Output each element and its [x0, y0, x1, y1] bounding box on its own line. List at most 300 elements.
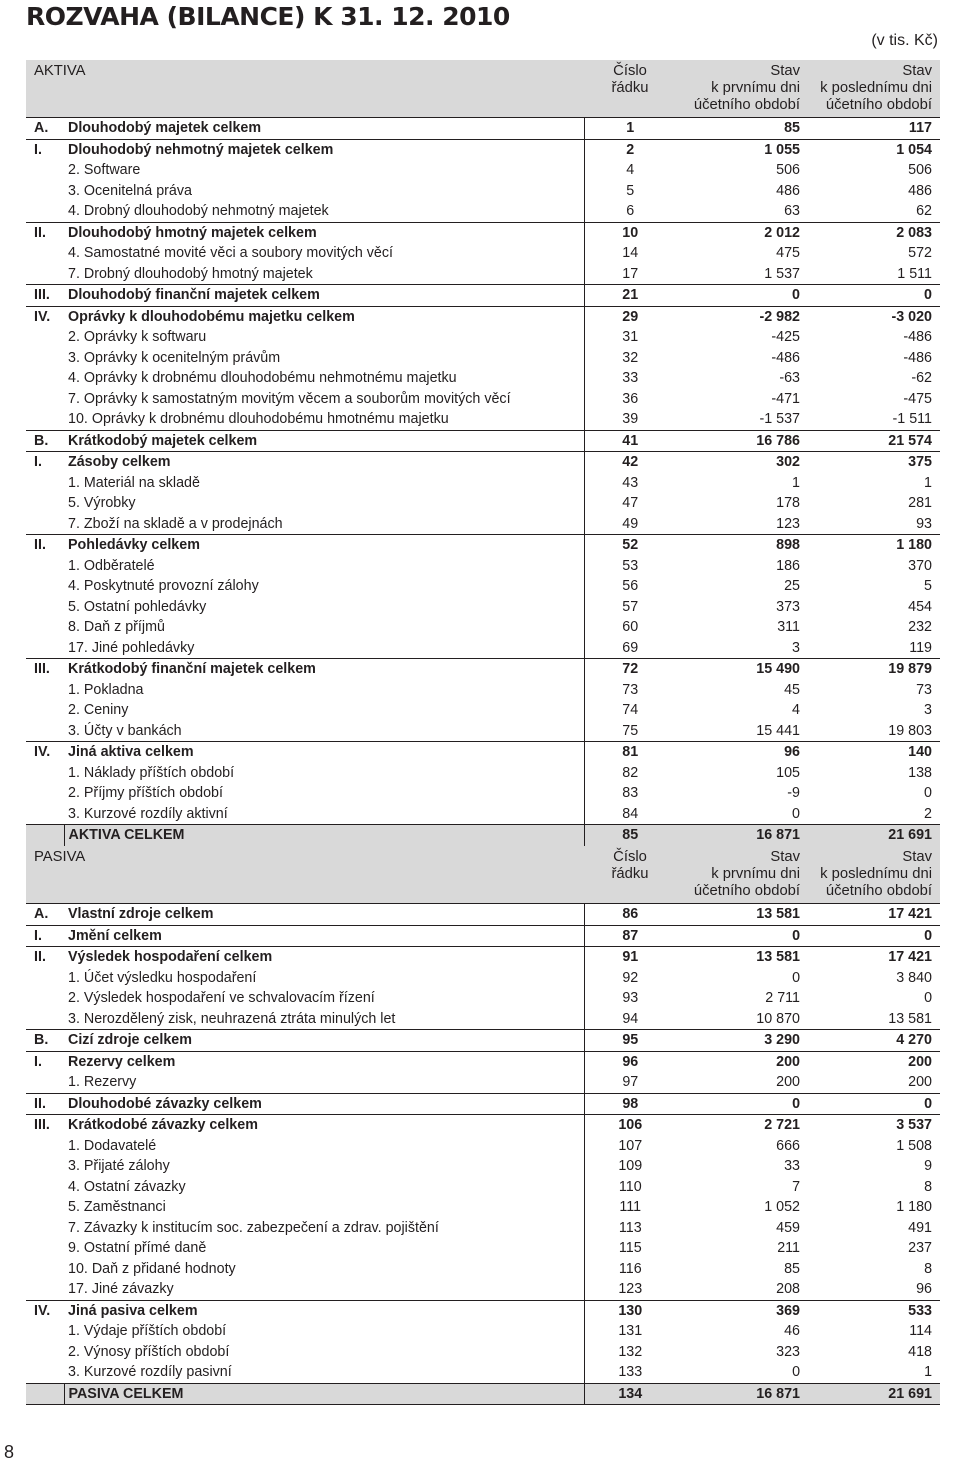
table-row — [26, 700, 940, 721]
cell-name: 1. Pokladna — [68, 681, 144, 698]
cell-row: 110 — [584, 1177, 676, 1198]
cell-code — [26, 1321, 64, 1342]
cell-name: 2. Oprávky k softwaru — [68, 329, 207, 346]
table-row — [26, 389, 940, 410]
aktiva-header-last-day: Stav k poslednímu dni účetního období — [804, 60, 940, 118]
cell-code — [26, 1177, 64, 1198]
table-row — [26, 1300, 940, 1321]
cell-last: 96 — [916, 1281, 933, 1298]
cell-code — [26, 700, 64, 721]
cell-last: 2 083 — [804, 222, 940, 243]
cell-code — [26, 1342, 64, 1363]
cell-code: II. — [26, 535, 64, 556]
table-row — [26, 1197, 940, 1218]
cell-last: 19 879 — [804, 659, 940, 680]
cell-code — [26, 1383, 64, 1405]
cell-first: 200 — [676, 1051, 804, 1072]
total-cell-last: 21 691 — [804, 825, 940, 847]
cell-row: 96 — [584, 1051, 676, 1072]
cell-row: 4 — [584, 160, 676, 181]
table-row — [26, 1279, 940, 1300]
cell-code — [26, 680, 64, 701]
cell-code: A. — [26, 904, 64, 926]
cell-last: 3 537 — [804, 1115, 940, 1136]
cell-row: 123 — [584, 1279, 676, 1300]
table-row — [26, 264, 940, 285]
cell-row: 17 — [584, 264, 676, 285]
cell-row: 98 — [584, 1093, 676, 1115]
cell-last: 17 421 — [804, 904, 940, 926]
cell-row: 43 — [584, 473, 676, 494]
cell-name: 7. Drobný dlouhodobý hmotný majetek — [68, 265, 313, 282]
cell-last: 418 — [908, 1343, 933, 1360]
cell-last: 1 — [924, 1364, 933, 1381]
cell-code — [26, 783, 64, 804]
cell-last: 0 — [804, 285, 940, 307]
cell-code: II. — [26, 1093, 64, 1115]
cell-row: 106 — [584, 1115, 676, 1136]
cell-first: 10 870 — [756, 1010, 801, 1027]
cell-first: 459 — [776, 1219, 801, 1236]
cell-name: 10. Oprávky k drobnému dlouhodobému hmotnému majetku — [68, 411, 449, 428]
table-row — [26, 139, 940, 160]
cell-row: 115 — [584, 1238, 676, 1259]
cell-name: 4. Drobný dlouhodobý nehmotný majetek — [68, 203, 329, 220]
cell-last: 62 — [916, 203, 932, 220]
cell-last: 281 — [908, 495, 932, 512]
cell-name: 2. Výsledek hospodaření ve schvalovacím řízení — [68, 990, 375, 1007]
cell-last: 1 054 — [804, 139, 940, 160]
table-row — [26, 368, 940, 389]
cell-last: 0 — [924, 990, 933, 1007]
table-row — [26, 473, 940, 494]
cell-row: 84 — [584, 804, 676, 825]
cell-code — [26, 160, 64, 181]
cell-name: Jiná pasiva celkem — [64, 1300, 584, 1321]
cell-row: 87 — [584, 925, 676, 947]
cell-last: -62 — [911, 370, 932, 387]
cell-code — [26, 181, 64, 202]
cell-code — [26, 1218, 64, 1239]
cell-last: 200 — [908, 1074, 933, 1091]
cell-code: A. — [26, 118, 64, 140]
cell-name: 7. Oprávky k samostatným movitým věcem a souborům movitých věcí — [68, 390, 511, 407]
cell-code — [26, 763, 64, 784]
cell-code — [26, 348, 64, 369]
cell-code — [26, 201, 64, 222]
cell-code: III. — [26, 285, 64, 307]
cell-last: 114 — [909, 1323, 933, 1340]
cell-name: Pohledávky celkem — [64, 535, 584, 556]
cell-first: 506 — [776, 162, 800, 179]
cell-last: 370 — [908, 557, 932, 574]
cell-first: 666 — [776, 1137, 801, 1154]
cell-last: 140 — [804, 742, 940, 763]
cell-first: 323 — [776, 1343, 801, 1360]
cell-row: 73 — [584, 680, 676, 701]
table-row — [26, 1362, 940, 1383]
table-row — [26, 243, 940, 264]
cell-last: 1 508 — [896, 1137, 933, 1154]
total-cell-name: PASIVA CELKEM — [64, 1383, 584, 1405]
cell-first: 373 — [776, 598, 800, 615]
cell-name: 2. Ceniny — [68, 702, 129, 719]
table-row — [26, 968, 940, 989]
table-row — [26, 1115, 940, 1136]
cell-row: 52 — [584, 535, 676, 556]
cell-first: 96 — [676, 742, 804, 763]
cell-name: 8. Daň z příjmů — [68, 619, 165, 636]
cell-row: 109 — [584, 1156, 676, 1177]
cell-name: 4. Samostatné movité věci a soubory movitých věcí — [68, 245, 393, 262]
page-title: ROZVAHA (BILANCE) K 31. 12. 2010 — [26, 2, 510, 31]
cell-last: 21 574 — [804, 430, 940, 452]
cell-first: 302 — [676, 452, 804, 473]
cell-row: 47 — [584, 493, 676, 514]
cell-code — [26, 243, 64, 264]
cell-row: 130 — [584, 1300, 676, 1321]
cell-code — [26, 514, 64, 535]
total-cell-first: 16 871 — [676, 1383, 804, 1405]
table-row — [26, 947, 940, 968]
cell-name: 4. Poskytnuté provozní zálohy — [68, 578, 259, 595]
cell-first: 105 — [776, 764, 800, 781]
cell-first: 63 — [784, 203, 800, 220]
cell-name: 1. Rezervy — [68, 1074, 137, 1091]
cell-first: 2 721 — [676, 1115, 804, 1136]
cell-first: -425 — [771, 329, 800, 346]
cell-first: 16 786 — [676, 430, 804, 452]
total-cell-row: 85 — [584, 825, 676, 847]
table-row — [26, 306, 940, 327]
cell-code — [26, 1136, 64, 1157]
cell-row: 132 — [584, 1342, 676, 1363]
cell-name: 3. Kurzové rozdíly aktivní — [68, 805, 228, 822]
cell-code — [26, 1238, 64, 1259]
cell-row: 75 — [584, 721, 676, 742]
table-row — [26, 1072, 940, 1093]
cell-first: 311 — [777, 619, 800, 636]
cell-first: 0 — [676, 1093, 804, 1115]
pasiva-table — [26, 846, 940, 1405]
cell-row: 113 — [584, 1218, 676, 1239]
cell-last: 506 — [908, 162, 932, 179]
cell-name: 1. Výdaje příštích období — [68, 1323, 227, 1340]
cell-code — [26, 988, 64, 1009]
table-row — [26, 763, 940, 784]
cell-first: 1 055 — [676, 139, 804, 160]
table-row — [26, 1136, 940, 1157]
cell-code: III. — [26, 1115, 64, 1136]
cell-name: 3. Účty v bankách — [68, 722, 182, 739]
cell-code: I. — [26, 139, 64, 160]
cell-name: 17. Jiné pohledávky — [68, 639, 195, 656]
total-cell-first: 16 871 — [676, 825, 804, 847]
cell-last: 93 — [916, 515, 932, 532]
cell-row: 131 — [584, 1321, 676, 1342]
cell-last: -1 511 — [892, 411, 932, 428]
cell-row: 97 — [584, 1072, 676, 1093]
table-row — [26, 904, 940, 926]
table-row — [26, 1342, 940, 1363]
cell-name: 3. Oprávky k ocenitelným právům — [68, 349, 281, 366]
table-row — [26, 659, 940, 680]
cell-row: 72 — [584, 659, 676, 680]
table-row — [26, 576, 940, 597]
cell-name: Krátkodobý finanční majetek celkem — [64, 659, 584, 680]
cell-last: 13 581 — [888, 1010, 933, 1027]
cell-first: 0 — [676, 925, 804, 947]
cell-last: -3 020 — [804, 306, 940, 327]
cell-code — [26, 264, 64, 285]
cell-name: 1. Dodavatelé — [68, 1137, 157, 1154]
table-row — [26, 988, 940, 1009]
cell-first: -471 — [771, 390, 800, 407]
cell-name: 7. Závazky k institucím soc. zabezpečení a zdrav. pojištění — [68, 1219, 439, 1236]
cell-name: 3. Nerozdělený zisk, neuhrazená ztráta minulých let — [68, 1010, 396, 1027]
cell-code — [26, 1009, 64, 1030]
pasiva-body — [26, 904, 940, 1405]
cell-first: 7 — [792, 1178, 801, 1195]
cell-row: 60 — [584, 617, 676, 638]
table-row — [26, 1218, 940, 1239]
cell-name: 17. Jiné závazky — [68, 1281, 174, 1298]
cell-row: 21 — [584, 285, 676, 307]
cell-last: 486 — [908, 182, 932, 199]
cell-last: 454 — [908, 598, 932, 615]
table-row — [26, 638, 940, 659]
cell-row: 14 — [584, 243, 676, 264]
table-row — [26, 409, 940, 430]
cell-last: 138 — [908, 764, 932, 781]
cell-row: 32 — [584, 348, 676, 369]
cell-name: Výsledek hospodaření celkem — [64, 947, 584, 968]
cell-last: 8 — [924, 1260, 933, 1277]
cell-row: 133 — [584, 1362, 676, 1383]
table-row — [26, 1156, 940, 1177]
cell-code — [26, 968, 64, 989]
cell-name: Dlouhodobý hmotný majetek celkem — [64, 222, 584, 243]
cell-last: 119 — [909, 639, 932, 656]
cell-name: 5. Ostatní pohledávky — [68, 598, 207, 615]
cell-last: 533 — [804, 1300, 940, 1321]
cell-last: 375 — [804, 452, 940, 473]
cell-row: 82 — [584, 763, 676, 784]
cell-name: 5. Zaměstnanci — [68, 1199, 166, 1216]
cell-last: 232 — [908, 619, 932, 636]
table-row — [26, 285, 940, 307]
cell-last: 3 — [924, 702, 932, 719]
cell-first: 369 — [676, 1300, 804, 1321]
cell-first: 208 — [776, 1281, 801, 1298]
cell-name: Dlouhodobý majetek celkem — [64, 118, 584, 140]
cell-first: 25 — [784, 578, 800, 595]
cell-first: -1 537 — [759, 411, 800, 428]
cell-row: 1 — [584, 118, 676, 140]
table-row — [26, 348, 940, 369]
cell-first: 1 — [792, 474, 800, 491]
table-row — [26, 493, 940, 514]
aktiva-header-label: AKTIVA — [26, 60, 584, 118]
cell-first: 4 — [792, 702, 800, 719]
pasiva-header-first-day: Stav k prvnímu dni účetního období — [676, 846, 804, 904]
pasiva-header-last-day: Stav k poslednímu dni účetního období — [804, 846, 940, 904]
cell-row: 42 — [584, 452, 676, 473]
cell-first: 486 — [776, 182, 800, 199]
pasiva-header-label: PASIVA — [26, 846, 584, 904]
cell-code — [26, 1072, 64, 1093]
cell-first: 46 — [784, 1323, 801, 1340]
cell-first: 13 581 — [676, 947, 804, 968]
cell-row: 6 — [584, 201, 676, 222]
table-row — [26, 742, 940, 763]
cell-code — [26, 825, 64, 847]
pasiva-header-row — [26, 846, 940, 904]
cell-row: 111 — [584, 1197, 676, 1218]
cell-last: 3 840 — [896, 969, 933, 986]
cell-row: 29 — [584, 306, 676, 327]
cell-name: Dlouhodobý nehmotný majetek celkem — [64, 139, 584, 160]
cell-row: 49 — [584, 514, 676, 535]
table-row — [26, 1093, 940, 1115]
cell-last: 200 — [804, 1051, 940, 1072]
cell-name: Vlastní zdroje celkem — [64, 904, 584, 926]
cell-name: 1. Odběratelé — [68, 557, 155, 574]
cell-name: Rezervy celkem — [64, 1051, 584, 1072]
table-row — [26, 118, 940, 140]
cell-first: 3 290 — [676, 1030, 804, 1052]
cell-name: 4. Oprávky k drobnému dlouhodobému nehmotnému majetku — [68, 370, 457, 387]
cell-row: 31 — [584, 327, 676, 348]
cell-first: 33 — [784, 1158, 801, 1175]
cell-first: 0 — [792, 805, 800, 822]
aktiva-total-row — [26, 825, 940, 847]
cell-code: B. — [26, 1030, 64, 1052]
cell-row: 57 — [584, 597, 676, 618]
cell-last: -486 — [903, 349, 932, 366]
cell-name: 5. Výrobky — [68, 495, 136, 512]
aktiva-header-row — [26, 60, 940, 118]
cell-name: Krátkodobé závazky celkem — [64, 1115, 584, 1136]
cell-last: 17 421 — [804, 947, 940, 968]
cell-first: 0 — [792, 969, 801, 986]
cell-code — [26, 804, 64, 825]
cell-last: 0 — [804, 1093, 940, 1115]
cell-name: 1. Účet výsledku hospodaření — [68, 969, 257, 986]
cell-first: 85 — [676, 118, 804, 140]
cell-last: 1 180 — [804, 535, 940, 556]
table-row — [26, 804, 940, 825]
cell-last: -475 — [903, 390, 932, 407]
table-row — [26, 535, 940, 556]
cell-first: 15 441 — [756, 722, 800, 739]
cell-row: 33 — [584, 368, 676, 389]
cell-code: III. — [26, 659, 64, 680]
cell-last: 1 — [924, 474, 932, 491]
cell-last: 491 — [908, 1219, 933, 1236]
cell-row: 83 — [584, 783, 676, 804]
cell-last: 9 — [924, 1158, 933, 1175]
cell-code — [26, 409, 64, 430]
aktiva-header-first-day: Stav k prvnímu dni účetního období — [676, 60, 804, 118]
pasiva-header-row-number: Číslo řádku — [584, 846, 676, 904]
cell-last: 2 — [924, 805, 932, 822]
aktiva-header-row-number: Číslo řádku — [584, 60, 676, 118]
table-row — [26, 181, 940, 202]
cell-row: 41 — [584, 430, 676, 452]
cell-first: 0 — [792, 1364, 801, 1381]
cell-last: -486 — [903, 329, 932, 346]
table-row — [26, 721, 940, 742]
cell-code: II. — [26, 222, 64, 243]
cell-code — [26, 638, 64, 659]
cell-name: 4. Ostatní závazky — [68, 1178, 186, 1195]
cell-code — [26, 721, 64, 742]
cell-row: 2 — [584, 139, 676, 160]
cell-code — [26, 1259, 64, 1280]
cell-last: 73 — [916, 681, 932, 698]
cell-code — [26, 473, 64, 494]
cell-row: 91 — [584, 947, 676, 968]
cell-row: 74 — [584, 700, 676, 721]
table-row — [26, 680, 940, 701]
cell-code: I. — [26, 452, 64, 473]
cell-first: 1 052 — [764, 1199, 801, 1216]
cell-first: 178 — [776, 495, 800, 512]
cell-name: 3. Přijaté zálohy — [68, 1158, 170, 1175]
total-cell-row: 134 — [584, 1383, 676, 1405]
cell-code — [26, 597, 64, 618]
cell-code: IV. — [26, 306, 64, 327]
table-row — [26, 452, 940, 473]
cell-name: Krátkodobý majetek celkem — [64, 430, 584, 452]
cell-name: 2. Software — [68, 162, 141, 179]
cell-first: 475 — [776, 245, 800, 262]
cell-last: 8 — [924, 1178, 933, 1195]
table-row — [26, 1051, 940, 1072]
cell-row: 5 — [584, 181, 676, 202]
cell-first: 85 — [784, 1260, 801, 1277]
cell-code — [26, 1156, 64, 1177]
cell-row: 53 — [584, 556, 676, 577]
cell-name: 3. Ocenitelná práva — [68, 182, 192, 199]
aktiva-body — [26, 118, 940, 847]
cell-row: 93 — [584, 988, 676, 1009]
cell-name: Dlouhodobé závazky celkem — [64, 1093, 584, 1115]
table-row — [26, 1259, 940, 1280]
cell-code — [26, 576, 64, 597]
cell-name: Oprávky k dlouhodobému majetku celkem — [64, 306, 584, 327]
table-row — [26, 222, 940, 243]
table-row — [26, 201, 940, 222]
cell-first: 2 711 — [765, 990, 801, 1007]
cell-code — [26, 556, 64, 577]
cell-name: Dlouhodobý finanční majetek celkem — [64, 285, 584, 307]
cell-row: 92 — [584, 968, 676, 989]
cell-code: B. — [26, 430, 64, 452]
cell-row: 86 — [584, 904, 676, 926]
cell-last: 0 — [804, 925, 940, 947]
table-row — [26, 1238, 940, 1259]
table-row — [26, 556, 940, 577]
cell-name: Cizí zdroje celkem — [64, 1030, 584, 1052]
cell-row: 69 — [584, 638, 676, 659]
cell-name: 2. Výnosy příštích období — [68, 1343, 230, 1360]
cell-first: 2 012 — [676, 222, 804, 243]
cell-first: 3 — [792, 639, 800, 656]
cell-first: 15 490 — [676, 659, 804, 680]
cell-first: -2 982 — [676, 306, 804, 327]
